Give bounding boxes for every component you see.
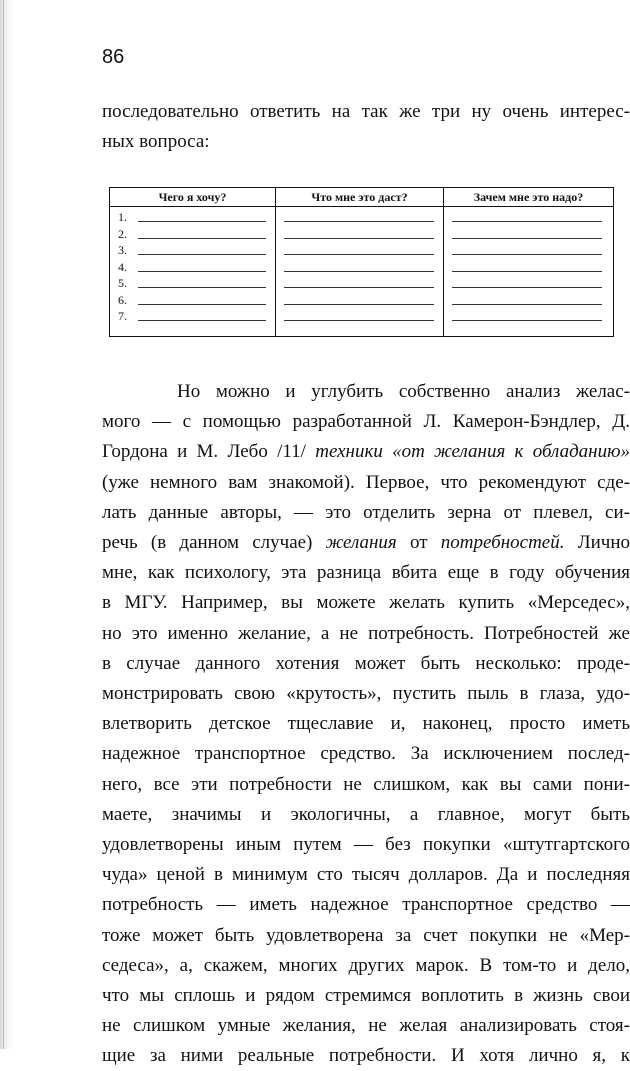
intro-line: ных вопроса: <box>102 127 630 157</box>
intro-paragraph <box>102 97 630 157</box>
column-header-gain: Что мне это даст? <box>276 189 443 205</box>
text-segment: не слишком умные желания, не желая анализировать стоя- <box>102 1015 630 1036</box>
fill-in-blank-line <box>452 221 602 222</box>
fill-in-blank-line <box>284 254 434 255</box>
paragraph-line <box>102 1011 630 1041</box>
text-segment: надежное транспортное средство. За исключением послед- <box>102 743 630 764</box>
fill-in-blank-line <box>284 221 434 222</box>
intro-line: последовательно ответить на так же три ну очень интерес- <box>102 97 630 127</box>
fill-in-blank-line <box>452 320 602 321</box>
table-row-number: 1. <box>118 210 127 224</box>
italic-term: желания <box>326 532 397 553</box>
text-segment: него, все эти потребности не слишком, как вы сами пони- <box>102 774 630 795</box>
paragraph-line <box>102 468 630 498</box>
fill-in-blank-line <box>452 271 602 272</box>
paragraph-line <box>102 558 630 588</box>
paragraph-line <box>177 377 630 407</box>
text-segment: тоже может быть удовлетворена за счет покупки не «Мер- <box>102 925 630 946</box>
fill-in-blank-line <box>138 221 266 222</box>
text-segment: (уже немного вам знакомой). Первое, что рекомендуют сде- <box>102 472 630 493</box>
column-divider <box>275 188 276 336</box>
text-segment: речь (в данном случае) <box>102 532 326 553</box>
paragraph-line <box>102 890 630 920</box>
paragraph-line <box>102 679 630 709</box>
fill-in-blank-line <box>284 320 434 321</box>
paragraph-line <box>102 709 630 739</box>
text-segment: монстрировать свою «крутость», пустить пыль в глаза, удо- <box>102 683 630 704</box>
text-segment: в случае данного хотения может быть несколько: проде- <box>102 653 630 674</box>
page-number: 86 <box>102 44 124 70</box>
table-row-number: 6. <box>118 293 127 307</box>
paragraph-line <box>102 830 630 860</box>
paragraph-line <box>102 739 630 769</box>
text-segment: щие за ними реальные потребности. И хотя лично я, к <box>102 1045 630 1066</box>
worksheet-table <box>109 187 614 337</box>
paragraph-line <box>102 1041 630 1071</box>
table-row-number: 3. <box>118 243 127 257</box>
italic-term: техники «от желания к обладанию» <box>315 441 630 462</box>
fill-in-blank-line <box>452 287 602 288</box>
column-header-want: Чего я хочу? <box>110 189 275 205</box>
fill-in-blank-line <box>284 271 434 272</box>
text-segment: мого — с помощью разработанной Л. Камерон-Бэндлер, Д. <box>102 411 630 432</box>
text-segment: лать данные авторы, — это отделить зерна от плевел, си- <box>102 502 630 523</box>
paragraph-line <box>102 649 630 679</box>
paragraph-line <box>102 800 630 830</box>
text-segment: мне, как психологу, эта разница вбита еще в году обучения <box>102 562 630 583</box>
text-segment: но это именно желание, а не потребность. Потребностей же <box>102 623 630 644</box>
paragraph-line <box>102 498 630 528</box>
paragraph-line <box>102 407 630 437</box>
table-row-number: 7. <box>118 309 127 323</box>
table-row-number: 5. <box>118 276 127 290</box>
fill-in-blank-line <box>452 238 602 239</box>
table-row-number: 4. <box>118 260 127 274</box>
fill-in-blank-line <box>284 304 434 305</box>
book-spine-shadow <box>0 0 14 1049</box>
fill-in-blank-line <box>452 254 602 255</box>
text-segment: в МГУ. Например, вы можете желать купить «Мерседес», <box>102 592 630 613</box>
text-segment: что мы сплошь и рядом стремимся воплотить в жизнь свои <box>102 985 630 1006</box>
paragraph-line <box>102 528 630 558</box>
paragraph-line <box>102 437 630 467</box>
text-segment: Лично <box>565 532 630 553</box>
text-segment: удовлетворены иным путем — без покупки «штутгартского <box>102 834 630 855</box>
paragraph-line <box>102 860 630 890</box>
table-row-number: 2. <box>118 227 127 241</box>
text-segment: чуда» ценой в минимум сто тысяч долларов. Да и последняя <box>102 864 630 885</box>
text-segment: Гордона и М. Лебо /11/ <box>102 441 315 462</box>
paragraph-line <box>102 921 630 951</box>
fill-in-blank-line <box>138 238 266 239</box>
italic-term: потребностей. <box>441 532 565 553</box>
paragraph-line <box>102 981 630 1011</box>
text-segment: Но можно и углубить собственно анализ желас- <box>177 381 630 402</box>
table-header-row <box>110 188 613 207</box>
fill-in-blank-line <box>138 271 266 272</box>
spine-edge-line <box>3 0 4 1049</box>
fill-in-blank-line <box>452 304 602 305</box>
fill-in-blank-line <box>138 287 266 288</box>
fill-in-blank-line <box>138 254 266 255</box>
fill-in-blank-line <box>284 287 434 288</box>
text-segment: седеса», а, скажем, многих других марок. В том-то и дело, <box>102 955 630 976</box>
column-divider <box>443 188 444 336</box>
text-segment: потребность — иметь надежное транспортное средство — <box>102 894 630 915</box>
paragraph-line <box>102 951 630 981</box>
fill-in-blank-line <box>138 320 266 321</box>
column-header-why: Зачем мне это надо? <box>444 189 613 205</box>
text-segment: маете, значимы и экологичны, а главное, могут быть <box>102 804 630 825</box>
paragraph-line <box>102 770 630 800</box>
paragraph-line <box>102 588 630 618</box>
paragraph-line <box>102 619 630 649</box>
fill-in-blank-line <box>138 304 266 305</box>
text-segment: от <box>397 532 441 553</box>
fill-in-blank-line <box>284 238 434 239</box>
text-segment: влетворить детское тщеславие и, наконец, просто иметь <box>102 713 630 734</box>
